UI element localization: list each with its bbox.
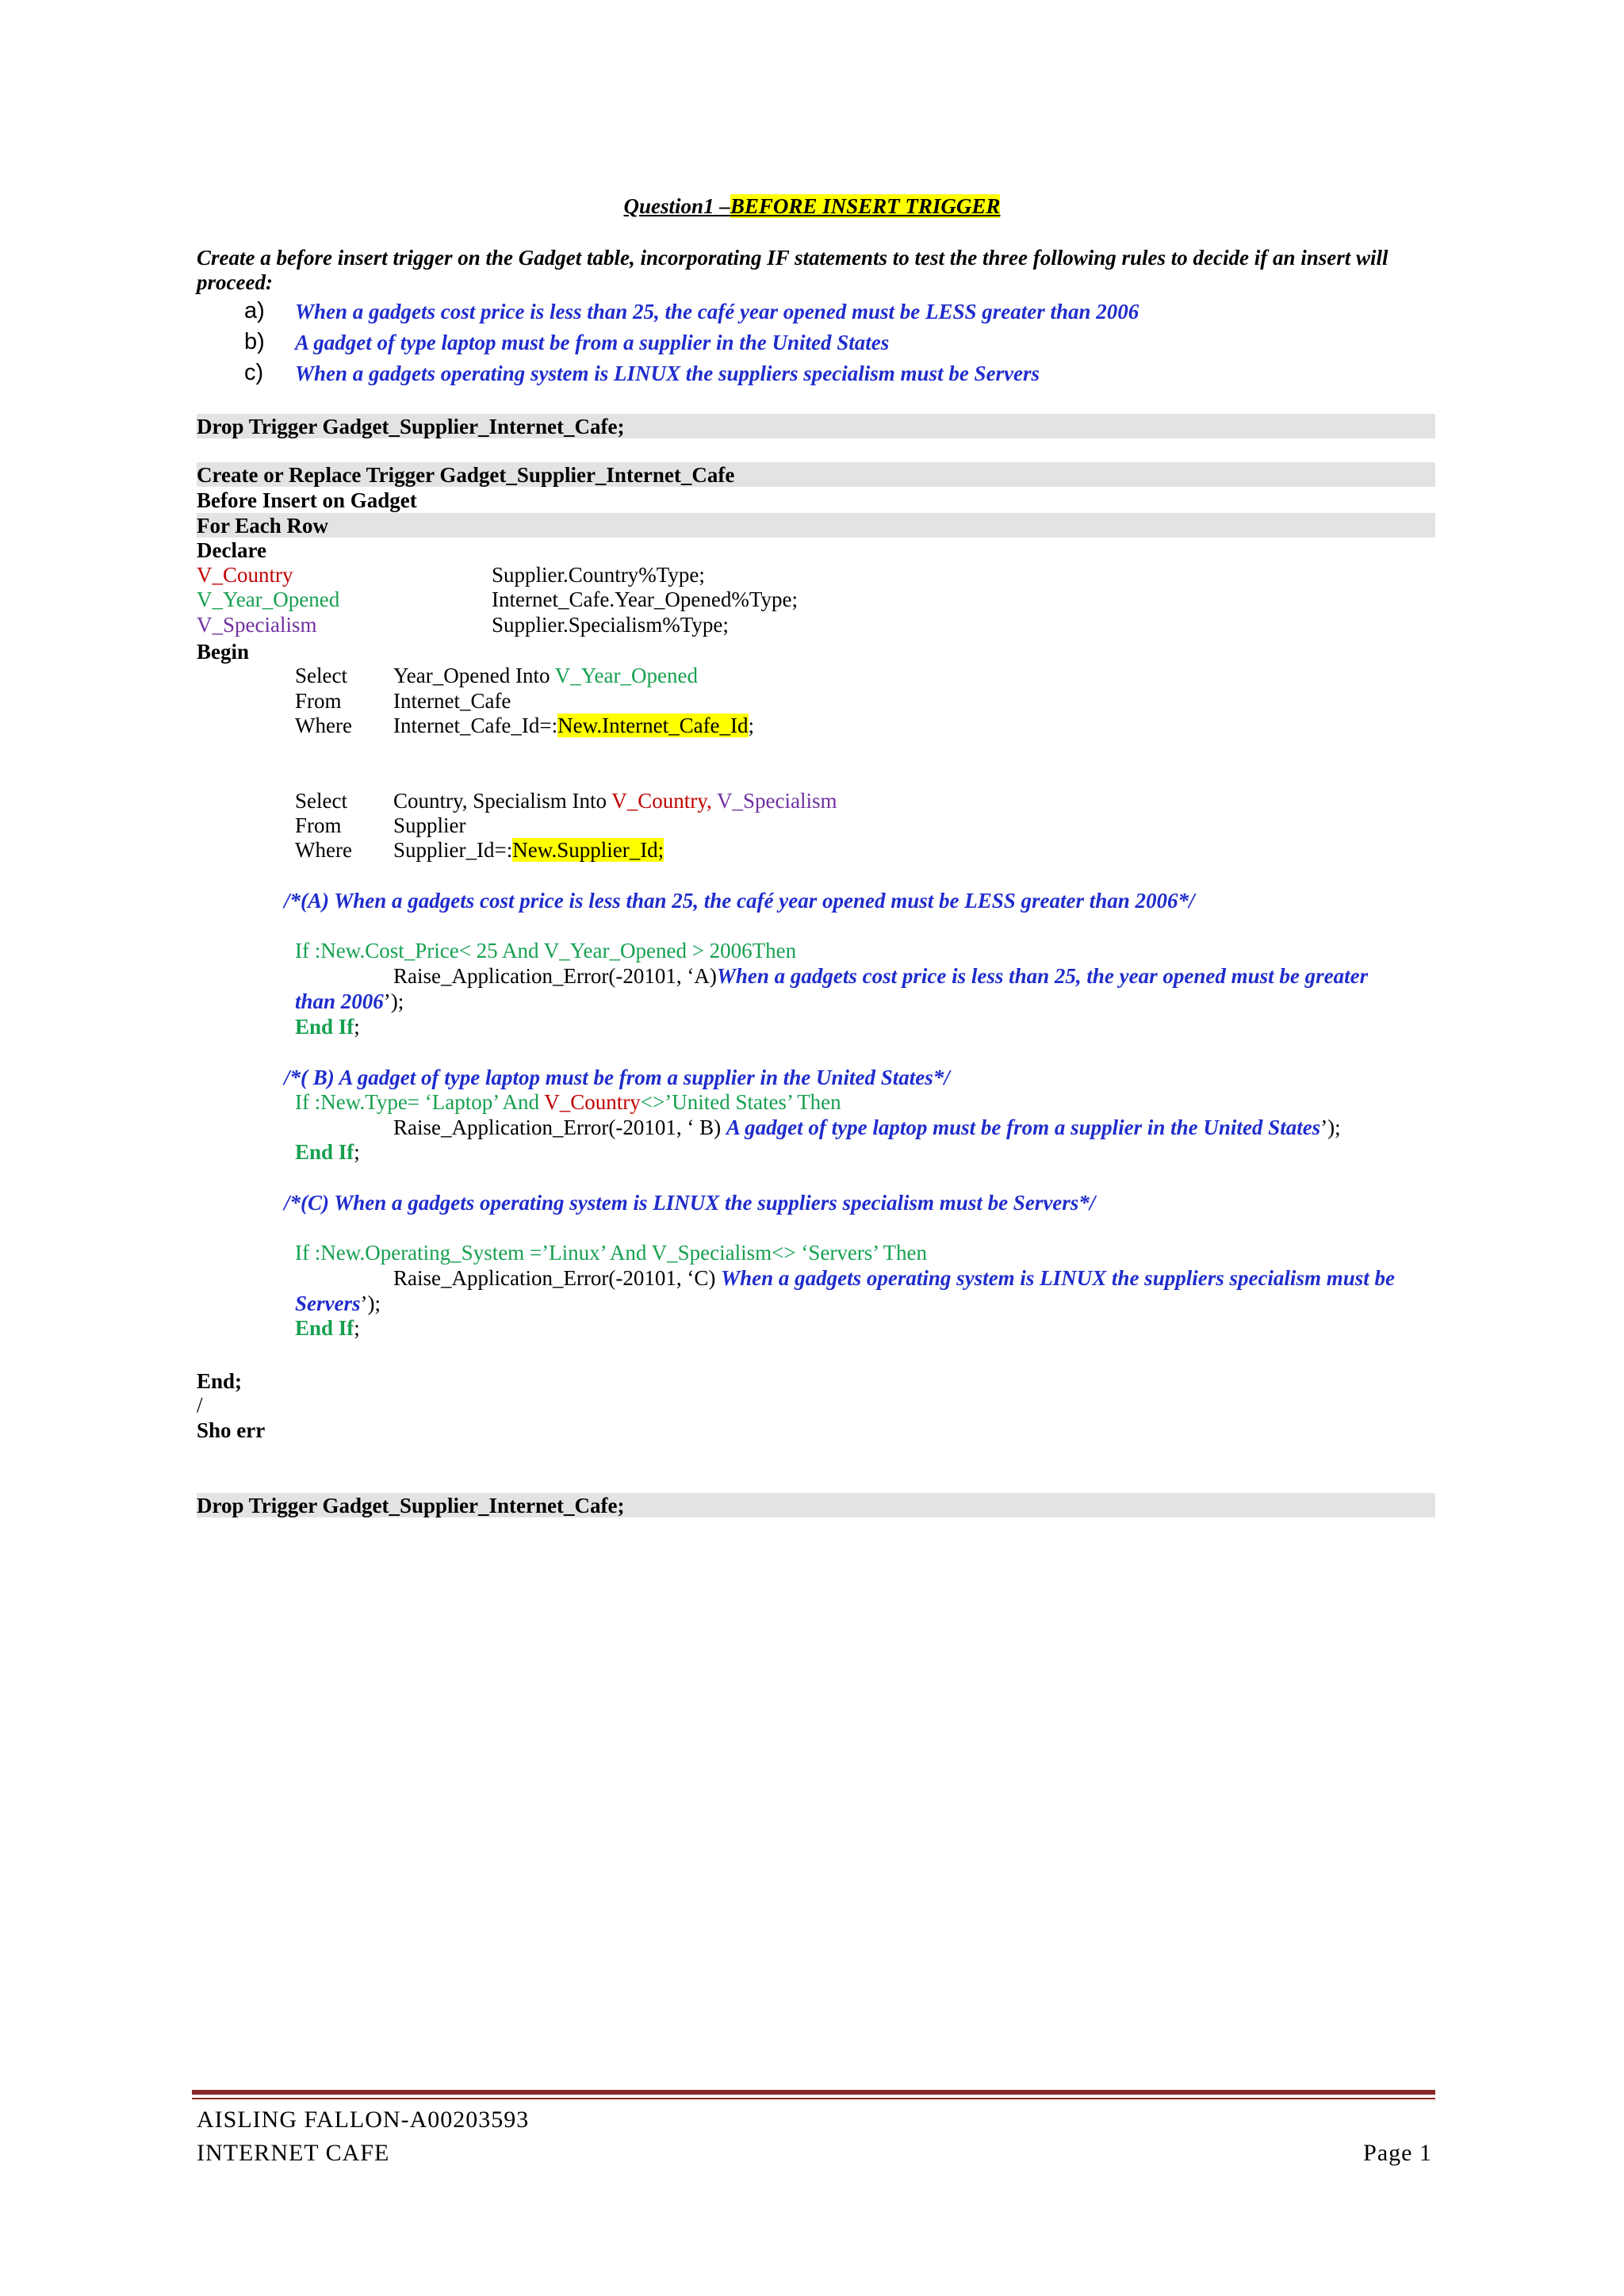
raise-message-cont: Servers [295,1292,361,1315]
where-keyword: Where [295,714,352,737]
raise-end: ’); [383,989,404,1013]
end-if-semicolon: ; [354,1140,360,1164]
declare-keyword: Declare [197,538,266,562]
if-statement-a [295,938,796,963]
if-var: V_Year_Opened [543,939,687,962]
select-clause [393,788,837,813]
raise-message: When a gadgets cost price is less than 25, the year opened must be greater [716,964,1369,988]
title-prefix: Question1 – [623,194,730,218]
drop-trigger-line: Drop Trigger Gadget_Supplier_Internet_Cafe; [197,1494,625,1517]
var-country-type: Supplier.Country%Type; [492,563,705,587]
raise-call: Raise_Application_Error(-20101, ‘C) [393,1266,722,1290]
select-body: Year_Opened Into [393,664,555,687]
comment-a: /*(A) When a gadgets cost price is less than 25, the café year opened must be LESS greater than 2006*/ [284,889,1195,913]
question-intro: Create a before insert trigger on the Gadget table, incorporating IF statements to test the three following rules to decide if an insert will proceed: [197,246,1388,294]
end-if-a [295,1014,360,1039]
end-if-semicolon: ; [354,1015,360,1039]
footer-rule-thin [192,2098,1435,2099]
if-condition: If :New.Cost_Price< 25 And [295,939,544,962]
comment-b: /*( B) A gadget of type laptop must be from a supplier in the United States*/ [284,1066,950,1089]
raise-message-cont: than 2006 [295,989,384,1013]
title-highlight: BEFORE INSERT TRIGGER [730,194,1001,218]
drop-trigger-line: Drop Trigger Gadget_Supplier_Internet_Cafe; [197,415,625,438]
if-then: Then [752,939,797,962]
footer-author: AISLING FALLON-A00203593 [197,2107,530,2133]
end-if-b [295,1139,360,1165]
where-highlight: New.Internet_Cafe_Id [557,714,749,737]
var-specialism-type: Supplier.Specialism%Type; [492,613,729,637]
raise-message: When a gadgets operating system is LINUX the suppliers specialism must be [721,1266,1395,1290]
raise-error-c [393,1265,1395,1291]
show-errors-line: Sho err [197,1418,266,1442]
raise-message: A gadget of type laptop must be from a supplier in the United States [726,1115,1321,1139]
for-each-row-line: For Each Row [197,514,328,538]
rule-b [244,329,265,354]
rule-c-text: When a gadgets operating system is LINUX the suppliers specialism must be Servers [295,362,1040,385]
raise-call: Raise_Application_Error(-20101, ‘A) [393,964,717,988]
end-if-keyword: End If [295,1316,354,1340]
rule-letter: a) [244,298,265,323]
raise-call: Raise_Application_Error(-20101, ‘ B) [393,1115,726,1139]
raise-continuation-c [295,1291,381,1316]
from-clause: Supplier [393,813,466,837]
rule-a [244,298,265,323]
end-if-semicolon: ; [354,1316,360,1340]
select-keyword: Select [295,789,347,813]
select-var-country: V_Country, [611,789,712,813]
select-var: V_Year_Opened [554,664,698,687]
raise-error-a [393,963,1368,989]
rule-b-text: A gadget of type laptop must be from a supplier in the United States [295,331,890,354]
var-country: V_Country [197,563,293,587]
where-body: Internet_Cafe_Id=: [393,714,558,737]
comment-c: /*(C) When a gadgets operating system is LINUX the suppliers specialism must be Servers*/ [284,1191,1096,1215]
raise-end: ’); [1320,1115,1341,1139]
raise-continuation-a [295,989,404,1014]
if-statement-b [295,1089,841,1115]
slash-line: / [197,1393,203,1417]
where-body: Supplier_Id=: [393,838,513,862]
where-end: ; [748,714,755,737]
from-clause: Internet_Cafe [393,689,511,713]
from-keyword: From [295,813,342,837]
where-clause [393,837,664,863]
highlight-band [197,513,1435,538]
from-keyword: From [295,689,342,713]
if-var: V_Country [544,1090,641,1114]
var-year-opened: V_Year_Opened [197,587,340,611]
end-if-keyword: End If [295,1140,354,1164]
select-var-specialism: V_Specialism [711,789,837,813]
page-title [0,193,1624,219]
begin-keyword: Begin [197,640,250,664]
end-if-keyword: End If [295,1015,354,1039]
if-compare: <>’United States’ Then [640,1090,841,1114]
select-body: Country, Specialism Into [393,789,612,813]
where-keyword: Where [295,838,352,862]
if-condition: If :New.Type= ‘Laptop’ And [295,1090,545,1114]
rule-letter: c) [244,360,264,385]
end-keyword: End; [197,1369,243,1393]
rule-letter: b) [244,329,265,354]
raise-end: ’); [360,1292,381,1315]
raise-error-b [393,1115,1341,1140]
create-trigger-line: Create or Replace Trigger Gadget_Supplier_Internet_Cafe [197,463,735,487]
var-year-opened-type: Internet_Cafe.Year_Opened%Type; [492,587,798,611]
select-clause [393,663,698,688]
var-specialism: V_Specialism [197,613,317,637]
if-compare: > 2006 [686,939,753,962]
footer-rule [192,2090,1435,2095]
where-highlight: New.Supplier_Id; [512,838,665,862]
rule-a-text: When a gadgets cost price is less than 25, the café year opened must be LESS greater than 2006 [295,300,1139,323]
before-insert-line: Before Insert on Gadget [197,488,417,512]
if-statement-c: If :New.Operating_System =’Linux’ And V_Specialism<> ‘Servers’ Then [295,1241,928,1265]
where-clause [393,713,754,738]
select-keyword: Select [295,664,347,687]
footer-page-number: Page 1 [1363,2140,1432,2166]
end-if-c [295,1315,360,1341]
footer-project: INTERNET CAFE [197,2140,390,2166]
rule-c [244,360,263,385]
